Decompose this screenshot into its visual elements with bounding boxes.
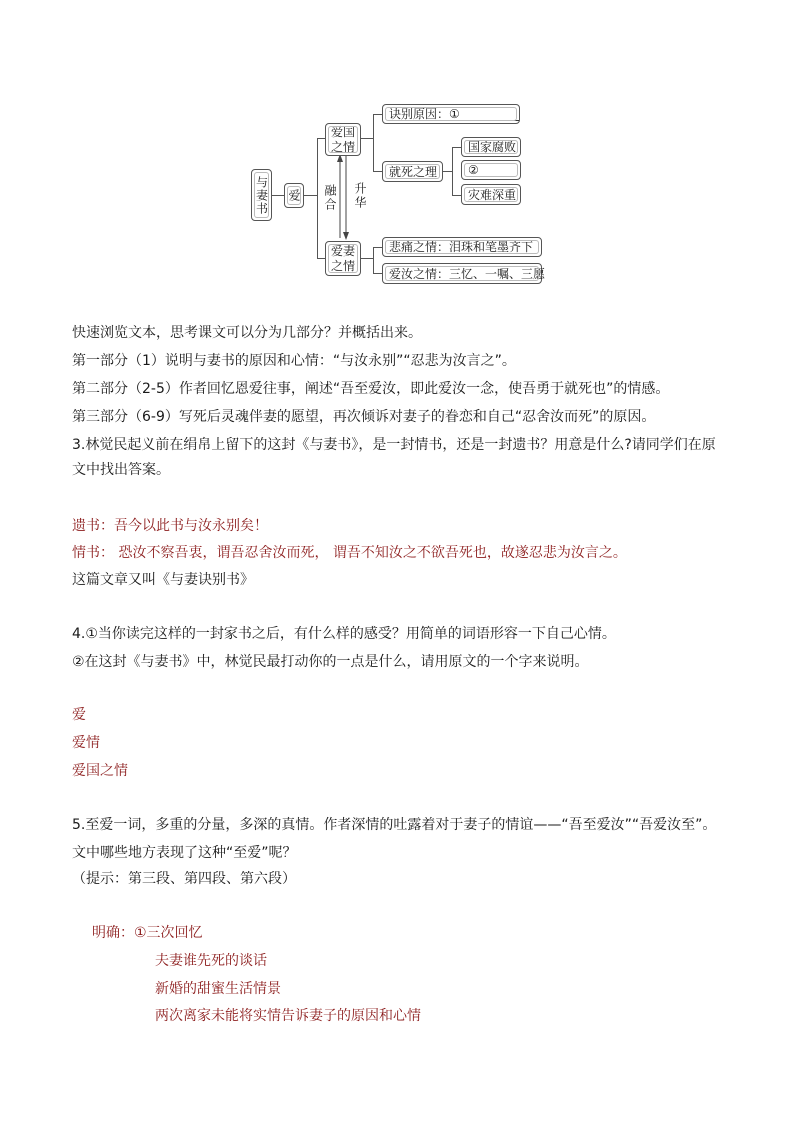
answer-blank [461, 108, 519, 121]
connector-line [452, 147, 461, 148]
sorrow-box [382, 237, 542, 257]
die-reason-label: 就死之理 [389, 164, 438, 179]
wife-love-box [325, 241, 361, 276]
root-box [251, 169, 272, 221]
country-love-box [325, 123, 361, 156]
connector-line [373, 273, 382, 274]
elevate-label: 升华 [353, 182, 367, 210]
love-you-box [382, 263, 546, 284]
connector-line [304, 195, 317, 196]
answer-line: 爱 [72, 707, 86, 723]
connector-line [361, 138, 373, 139]
question-3-line: 3.林觉民起义前在绢帛上留下的这封《与妻书》，是一封情书，还是一封遗书？用意是什么?请同学们在原 [72, 437, 716, 453]
merge-label: 融合 [323, 184, 337, 212]
connector-line [443, 171, 452, 172]
connector-line [272, 195, 284, 196]
connector-line [317, 138, 325, 139]
wife-love-line1: 爱妻 [330, 243, 355, 258]
question-3-line: 文中找出答案。 [72, 462, 170, 478]
country-love-line2: 之情 [330, 139, 355, 154]
disaster-label: 灾难深重 [468, 187, 517, 202]
love-you-label: 爱汝之情：三忆、一嘱、三愿 [389, 266, 546, 281]
structure-diagram [0, 0, 794, 300]
hint-line: （提示：第三段、第四段、第六段） [72, 871, 296, 887]
connector-line [317, 138, 318, 258]
question-5-line: 5.至爱一词，多重的分量，多深的真情。作者深情的吐露着对于妻子的情谊——“吾至爱汝”“吾爱汝至”。 [72, 817, 717, 833]
corrupt-label: 国家腐败 [468, 140, 517, 154]
love-label: 爱 [287, 189, 301, 202]
answer-line: 夫妻谁先死的谈话 [155, 953, 267, 969]
disaster-box [461, 184, 521, 205]
die-reason-box [382, 161, 443, 182]
wife-love-line2: 之情 [330, 258, 355, 273]
connector-line [452, 147, 453, 195]
question-4-line: ②在这封《与妻书》中，林觉民最打动你的一点是什么，请用原文的一个字来说明。 [72, 654, 589, 670]
love-box [284, 183, 304, 208]
answer-line: 两次离家未能将实情告诉妻子的原因和心情 [155, 1008, 421, 1024]
blank2-box [461, 160, 521, 180]
answer-line: 爱国之情 [72, 763, 128, 779]
answer-line: 新婚的甜蜜生活情景 [155, 981, 281, 997]
text-line: 快速浏览文本，思考课文可以分为几部分？并概括出来。 [72, 325, 422, 341]
corrupt-box [461, 137, 521, 157]
answer-line: 情书： 恐汝不察吾衷，谓吾忍舍汝而死， 谓吾不知汝之不欲吾死也，故遂忍悲为汝言之。 [72, 545, 627, 561]
connector-line [373, 171, 382, 172]
question-5-line: 文中哪些地方表现了这种“至爱”呢？ [72, 845, 297, 861]
connector-line [373, 114, 374, 171]
connector-line [373, 247, 374, 273]
farewell-reason-label: 诀别原因：① [389, 107, 460, 121]
answer-line: 爱情 [72, 735, 100, 751]
farewell-reason-box [382, 104, 520, 124]
sorrow-label: 悲痛之情：泪珠和笔墨齐下 [389, 240, 534, 254]
text-line: 这篇文章又叫《与妻诀别书》 [72, 572, 254, 588]
connector-line [317, 258, 325, 259]
connector-line [452, 195, 461, 196]
country-love-line1: 爱国 [330, 124, 355, 139]
text-line: 第一部分（1）说明与妻书的原因和心情：“与汝永别”“忍悲为汝言之”。 [72, 353, 516, 369]
answer-line: 明确：①三次回忆 [92, 925, 203, 941]
connector-line [373, 247, 382, 248]
answer-line: 遗书：吾今以此书与汝永别矣！ [72, 518, 268, 534]
text-line: 第二部分（2-5）作者回忆恩爱往事，阐述“吾至爱汝，即此爱汝一念，使吾勇于就死也”的情感。 [72, 381, 670, 397]
connector-line [361, 258, 373, 259]
connector-line [373, 114, 382, 115]
question-4-line: 4.①当你读完这样的一封家书之后，有什么样的感受？用简单的词语形容一下自己心情。 [72, 626, 616, 642]
text-line: 第三部分（6-9）写死后灵魂伴妻的愿望，再次倾诉对妻子的眷恋和自己“忍舍汝而死”的原因。 [72, 409, 656, 425]
blank2-label: ② [468, 163, 479, 177]
root-label: 与妻书 [254, 175, 269, 215]
